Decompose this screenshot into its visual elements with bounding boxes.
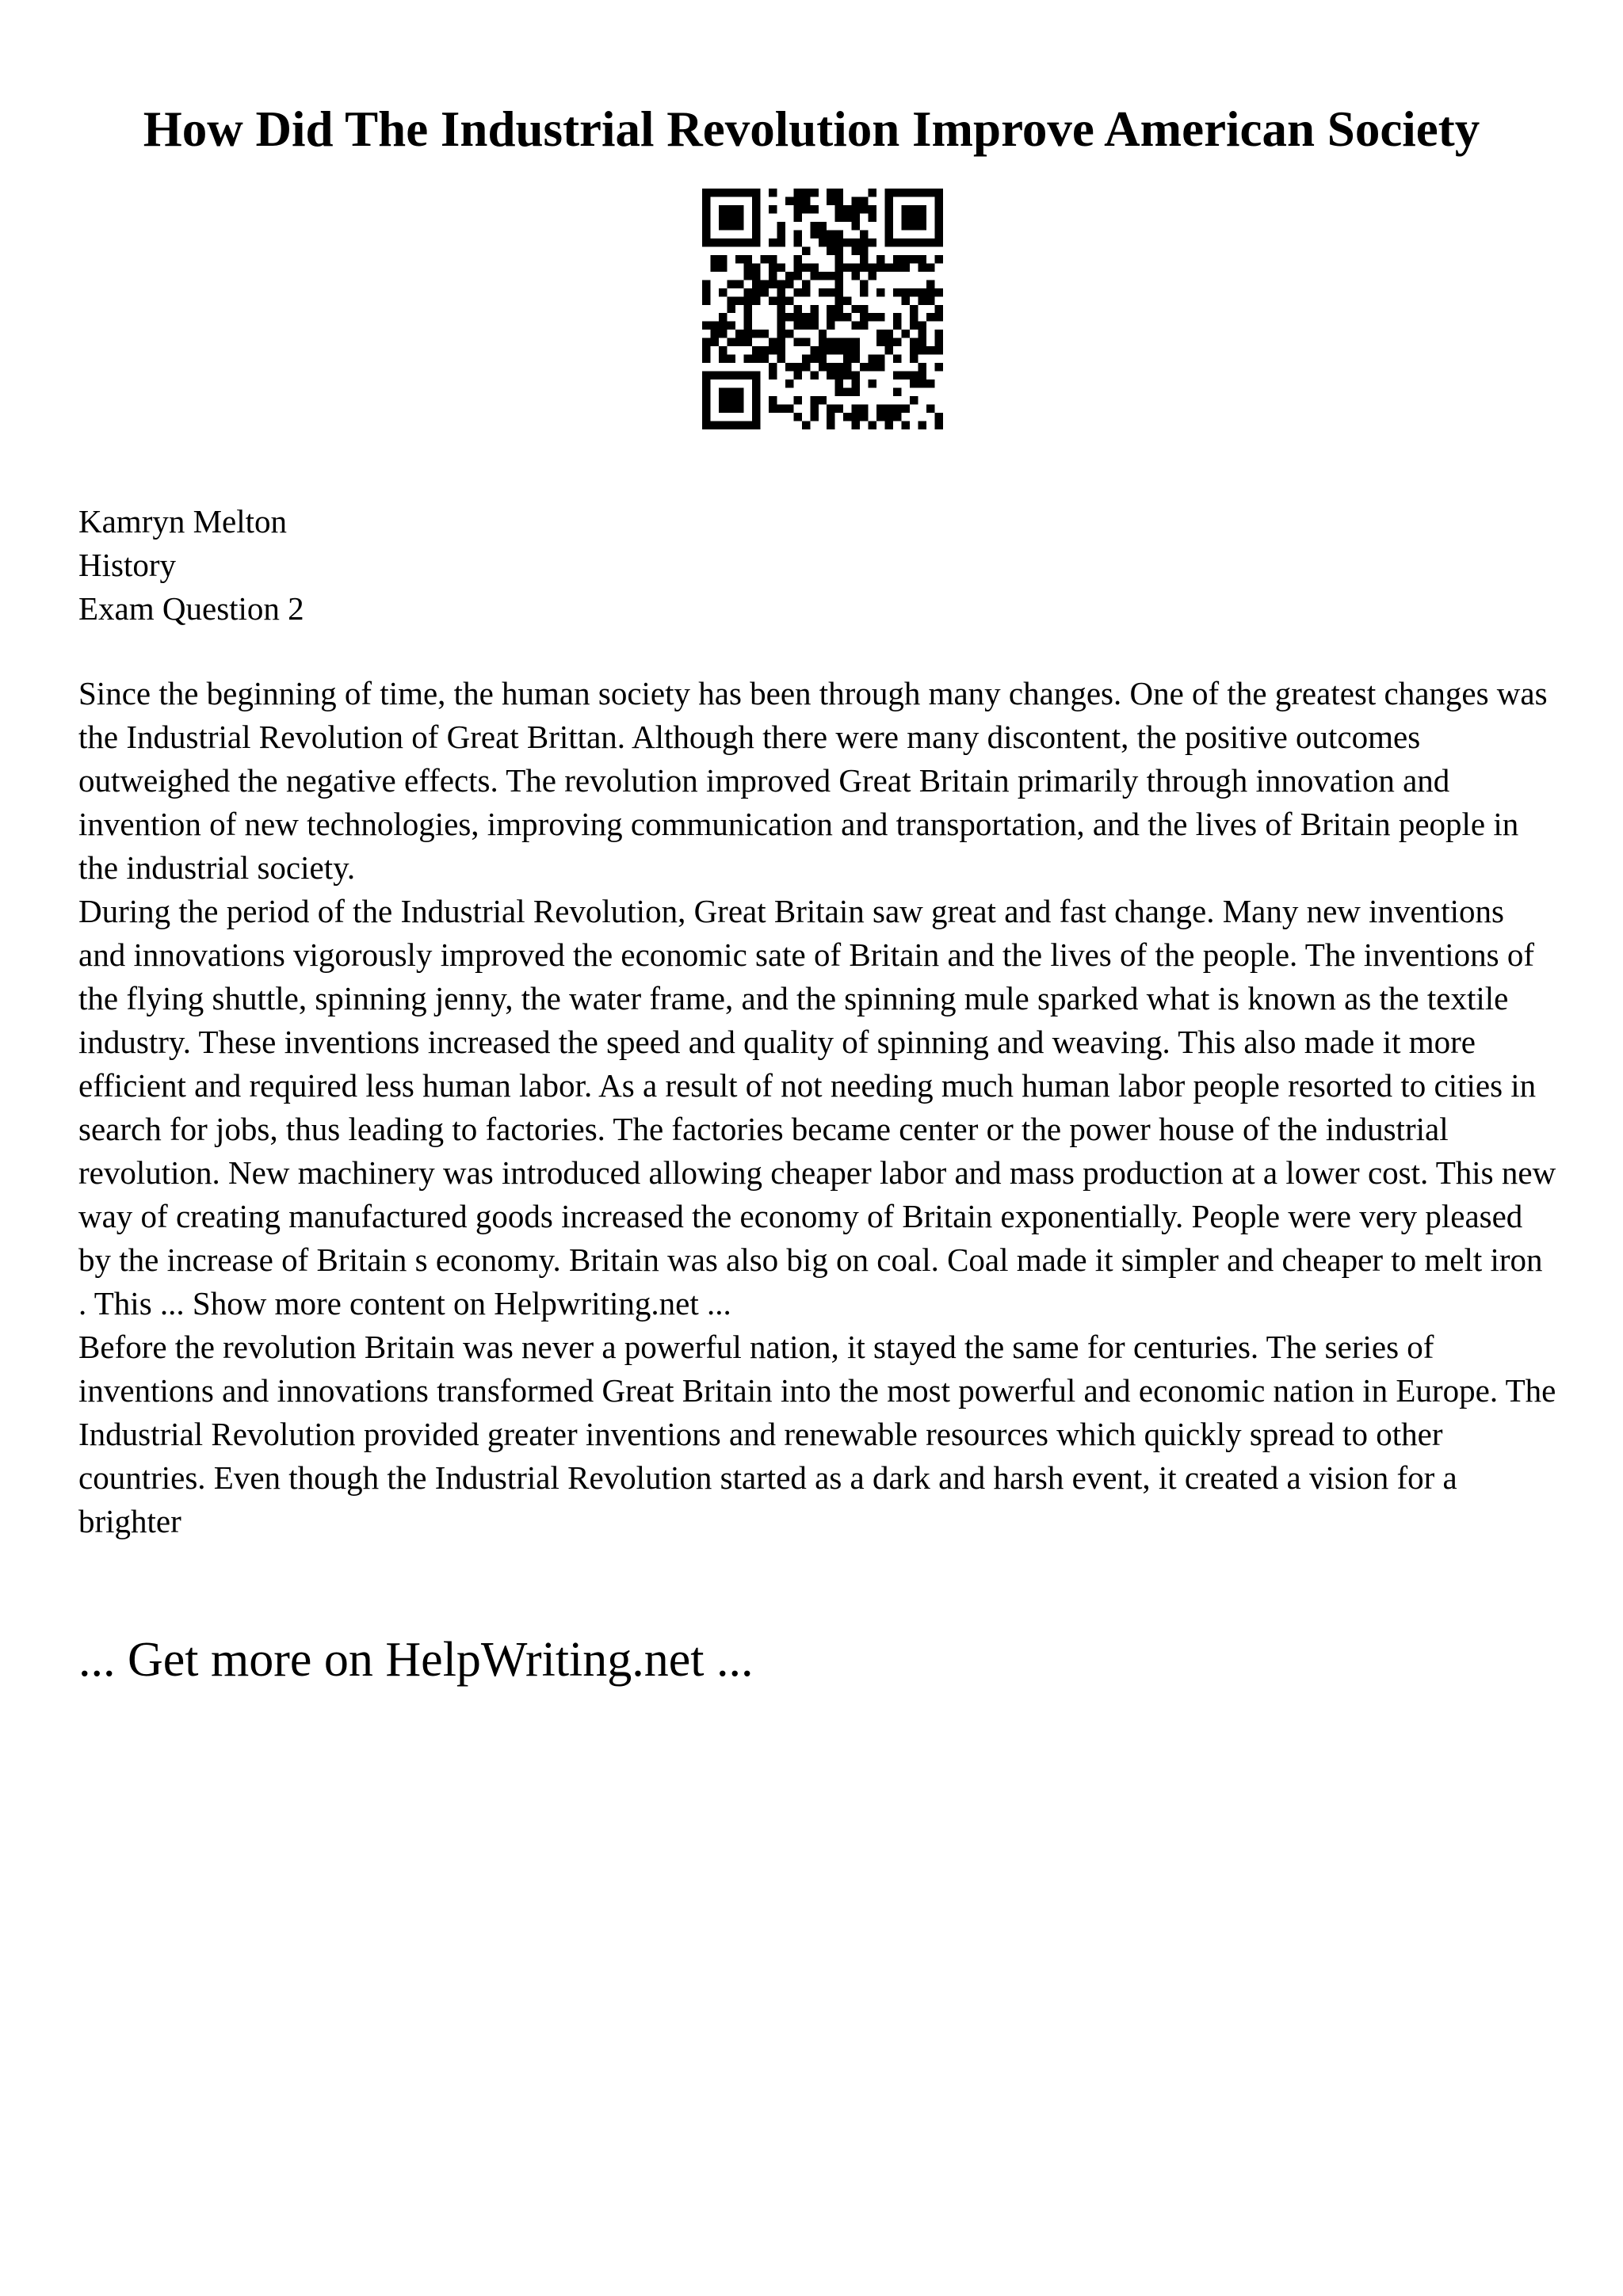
essay-body: [78, 672, 1556, 1543]
document-meta: [78, 500, 304, 631]
essay-paragraph: Since the beginning of time, the human society has been through many changes. One of the greatest changes was the Industrial Revolution of Great Brittan. Although there were many discontent, the positive outcomes outweighed the negative effects. The revolution improved Great Britain primarily through innovation and invention of new technologies, improving communication and transportation, and the lives of Britain people in the industrial society.: [78, 675, 1548, 886]
document-title: How Did The Industrial Revolution Improve American Society: [143, 101, 1480, 157]
subject-name: History: [78, 547, 176, 583]
qr-code-image: [702, 189, 943, 429]
essay-paragraph: Before the revolution Britain was never a powerful nation, it stayed the same for centuries. The series of inventions and innovations transformed Great Britain into the most powerful and economic nation in Europe. The Industrial Revolution provided greater inventions and renewable resources which quickly spread to other countries. Even though the Industrial Revolution started as a dark and harsh event, it created a vision for a brighter: [78, 1329, 1556, 1539]
author-name: Kamryn Melton: [78, 503, 288, 540]
essay-paragraph: During the period of the Industrial Revolution, Great Britain saw great and fast change. Many new inventions and innovations vigorously improved the economic sate of Britain and the lives of the people. The inventions of the flying shuttle, spinning jenny, the water frame, and the spinning mule sparked what is known as the textile industry. These inventions increased the speed and quality of spinning and weaving. This also made it more efficient and required less human labor. As a result of not needing much human labor people resorted to cities in search for jobs, thus leading to factories. The factories became center or the power house of the industrial revolution. New machinery was introduced allowing cheaper labor and mass production at a lower cost. This new way of creating manufactured goods increased the economy of Britain exponentially. People were very pleased by the increase of Britain s economy. Britain was also big on coal. Coal made it simpler and cheaper to melt iron . This ... Show more content on Helpwriting.net ...: [78, 893, 1556, 1322]
assignment-name: Exam Question 2: [78, 590, 304, 627]
get-more-link[interactable]: ... Get more on HelpWriting.net ...: [78, 1633, 754, 1687]
qr-code[interactable]: [702, 189, 943, 429]
